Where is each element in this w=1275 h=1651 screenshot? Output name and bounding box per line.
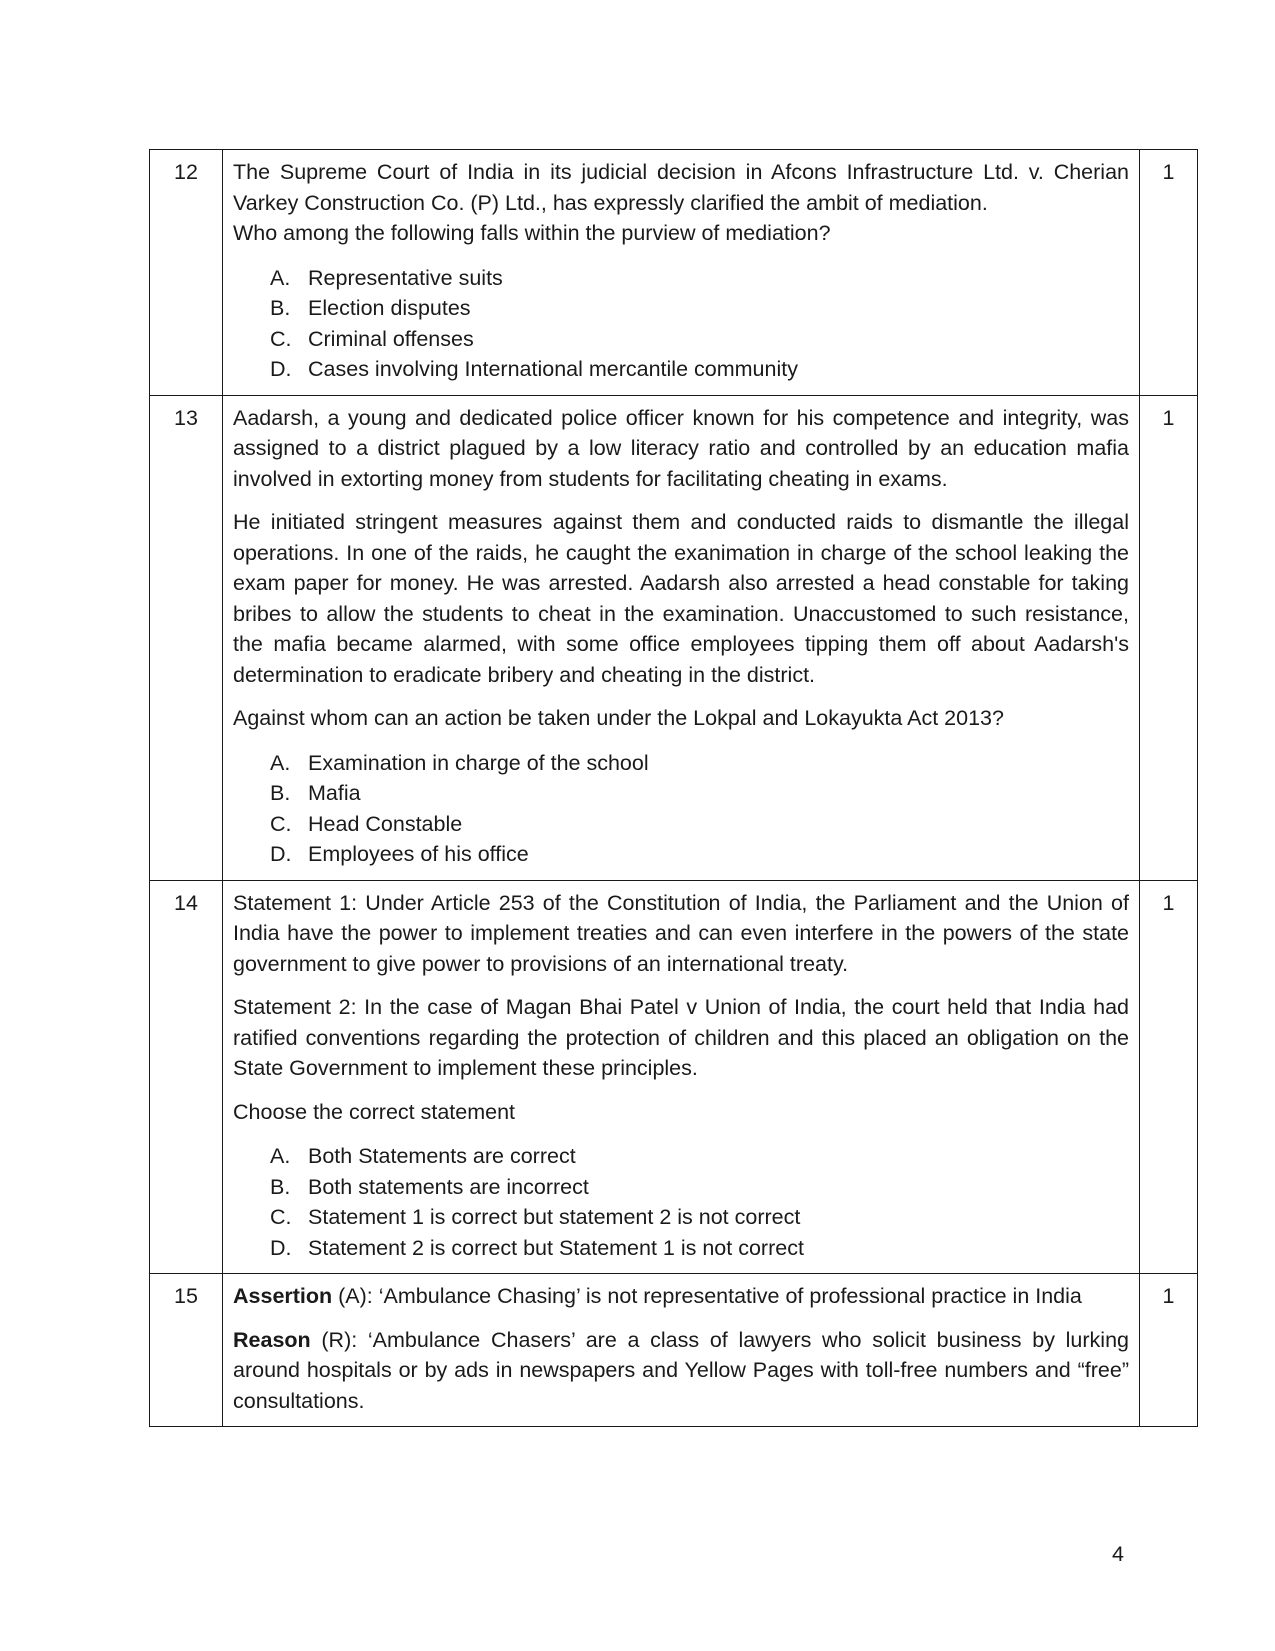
question-table: [149, 149, 1198, 1427]
question-paragraph: He initiated stringent measures against them and conducted raids to dismantle the illegal operations. In one of the raids, he caught the exanimation in charge of the school leaking the exam paper for money. He was arrested. Aadarsh also arrested a head constable for taking bribes to allow the students to cheat in the examination. Unaccustomed to such resistance, the mafia became alarmed, with some office employees tipping them off about Aadarsh's determination to eradicate bribery and cheating in the district.: [233, 510, 1129, 687]
reason: [233, 1325, 1129, 1417]
assertion-label: Assertion: [233, 1284, 333, 1308]
option-list: [233, 1141, 1129, 1263]
question-text-cell: [223, 880, 1140, 1274]
option-text: Head Constable: [308, 811, 463, 836]
question-number: 15: [150, 1274, 223, 1427]
page-number: 4: [1112, 1542, 1124, 1566]
option-letter: A.: [270, 1144, 291, 1168]
question-row-15: [150, 1274, 1198, 1427]
question-prompt: Who among the following falls within the purview of mediation?: [233, 221, 831, 245]
question-paragraph: Aadarsh, a young and dedicated police officer known for his competence and integrity, was assigned to a district plagued by a low literacy ratio and controlled by an education mafia involved in extorting money from students for facilitating cheating in exams.: [233, 405, 1129, 491]
question-marks: 1: [1140, 1274, 1198, 1427]
option-c: [270, 324, 1129, 355]
option-text: Both statements are incorrect: [308, 1174, 589, 1199]
reason-text: (R): ‘Ambulance Chasers’ are a class of lawyers who solicit business by lurking around hospitals or by ads in newspapers and Yellow Pages with toll-free numbers and “free” consultations.: [233, 1327, 1129, 1413]
option-letter: D.: [270, 1235, 292, 1260]
question-number: 12: [150, 150, 223, 396]
question-text-cell: [223, 150, 1140, 396]
question-prompt: Against whom can an action be taken under the Lokpal and Lokayukta Act 2013?: [233, 706, 1004, 730]
option-letter: B.: [270, 1174, 291, 1199]
statement-2: Statement 2: In the case of Magan Bhai Patel v Union of India, the court held that India had ratified conventions regarding the protection of children and this placed an obligation on the State Government to implement these principles.: [233, 995, 1129, 1080]
reason-label: Reason: [233, 1327, 311, 1352]
option-text: Examination in charge of the school: [308, 750, 649, 775]
option-letter: D.: [270, 357, 292, 381]
option-letter: D.: [270, 842, 292, 866]
question-row-13: [150, 395, 1198, 880]
option-letter: B.: [270, 781, 291, 805]
question-marks: 1: [1140, 395, 1198, 880]
assertion-text: (A): ‘Ambulance Chasing’ is not representative of professional practice in India: [332, 1284, 1082, 1308]
question-number: 13: [150, 395, 223, 880]
option-c: [270, 1202, 1129, 1233]
option-text: Mafia: [308, 781, 361, 805]
option-letter: B.: [270, 296, 291, 320]
option-letter: C.: [270, 326, 292, 351]
question-paragraph: The Supreme Court of India in its judicial decision in Afcons Infrastructure Ltd. v. Cherian Varkey Construction Co. (P) Ltd., has expressly clarified the ambit of mediation.: [233, 160, 1129, 215]
option-letter: C.: [270, 1205, 292, 1229]
option-text: Employees of his office: [308, 842, 529, 866]
option-letter: A.: [270, 265, 291, 290]
option-letter: C.: [270, 811, 292, 836]
question-text-cell: [223, 395, 1140, 880]
option-list: [233, 263, 1129, 385]
assertion: [233, 1281, 1129, 1312]
option-text: Criminal offenses: [308, 326, 474, 351]
option-text: Representative suits: [308, 265, 503, 290]
question-row-14: [150, 880, 1198, 1274]
statement-1: Statement 1: Under Article 253 of the Constitution of India, the Parliament and the Union of India have the power to implement treaties and can even interfere in the powers of the state government to give power to provisions of an international treaty.: [233, 890, 1129, 976]
option-a: [270, 1141, 1129, 1172]
option-c: [270, 809, 1129, 840]
option-text: Statement 2 is correct but Statement 1 is not correct: [308, 1235, 804, 1260]
question-number: 14: [150, 880, 223, 1274]
question-prompt: Choose the correct statement: [233, 1099, 516, 1124]
option-d: [270, 354, 1129, 385]
question-text-cell: [223, 1274, 1140, 1427]
question-marks: 1: [1140, 150, 1198, 396]
option-b: [270, 778, 1129, 809]
option-b: [270, 293, 1129, 324]
option-a: [270, 748, 1129, 779]
option-d: [270, 1233, 1129, 1264]
option-a: [270, 263, 1129, 294]
option-text: Cases involving International mercantile community: [308, 357, 798, 381]
option-list: [233, 748, 1129, 870]
question-marks: 1: [1140, 880, 1198, 1274]
option-b: [270, 1172, 1129, 1203]
option-text: Statement 1 is correct but statement 2 is not correct: [308, 1205, 801, 1229]
option-text: Both Statements are correct: [308, 1144, 576, 1168]
question-row-12: [150, 150, 1198, 396]
option-letter: A.: [270, 750, 291, 775]
option-text: Election disputes: [308, 296, 471, 320]
option-d: [270, 839, 1129, 870]
